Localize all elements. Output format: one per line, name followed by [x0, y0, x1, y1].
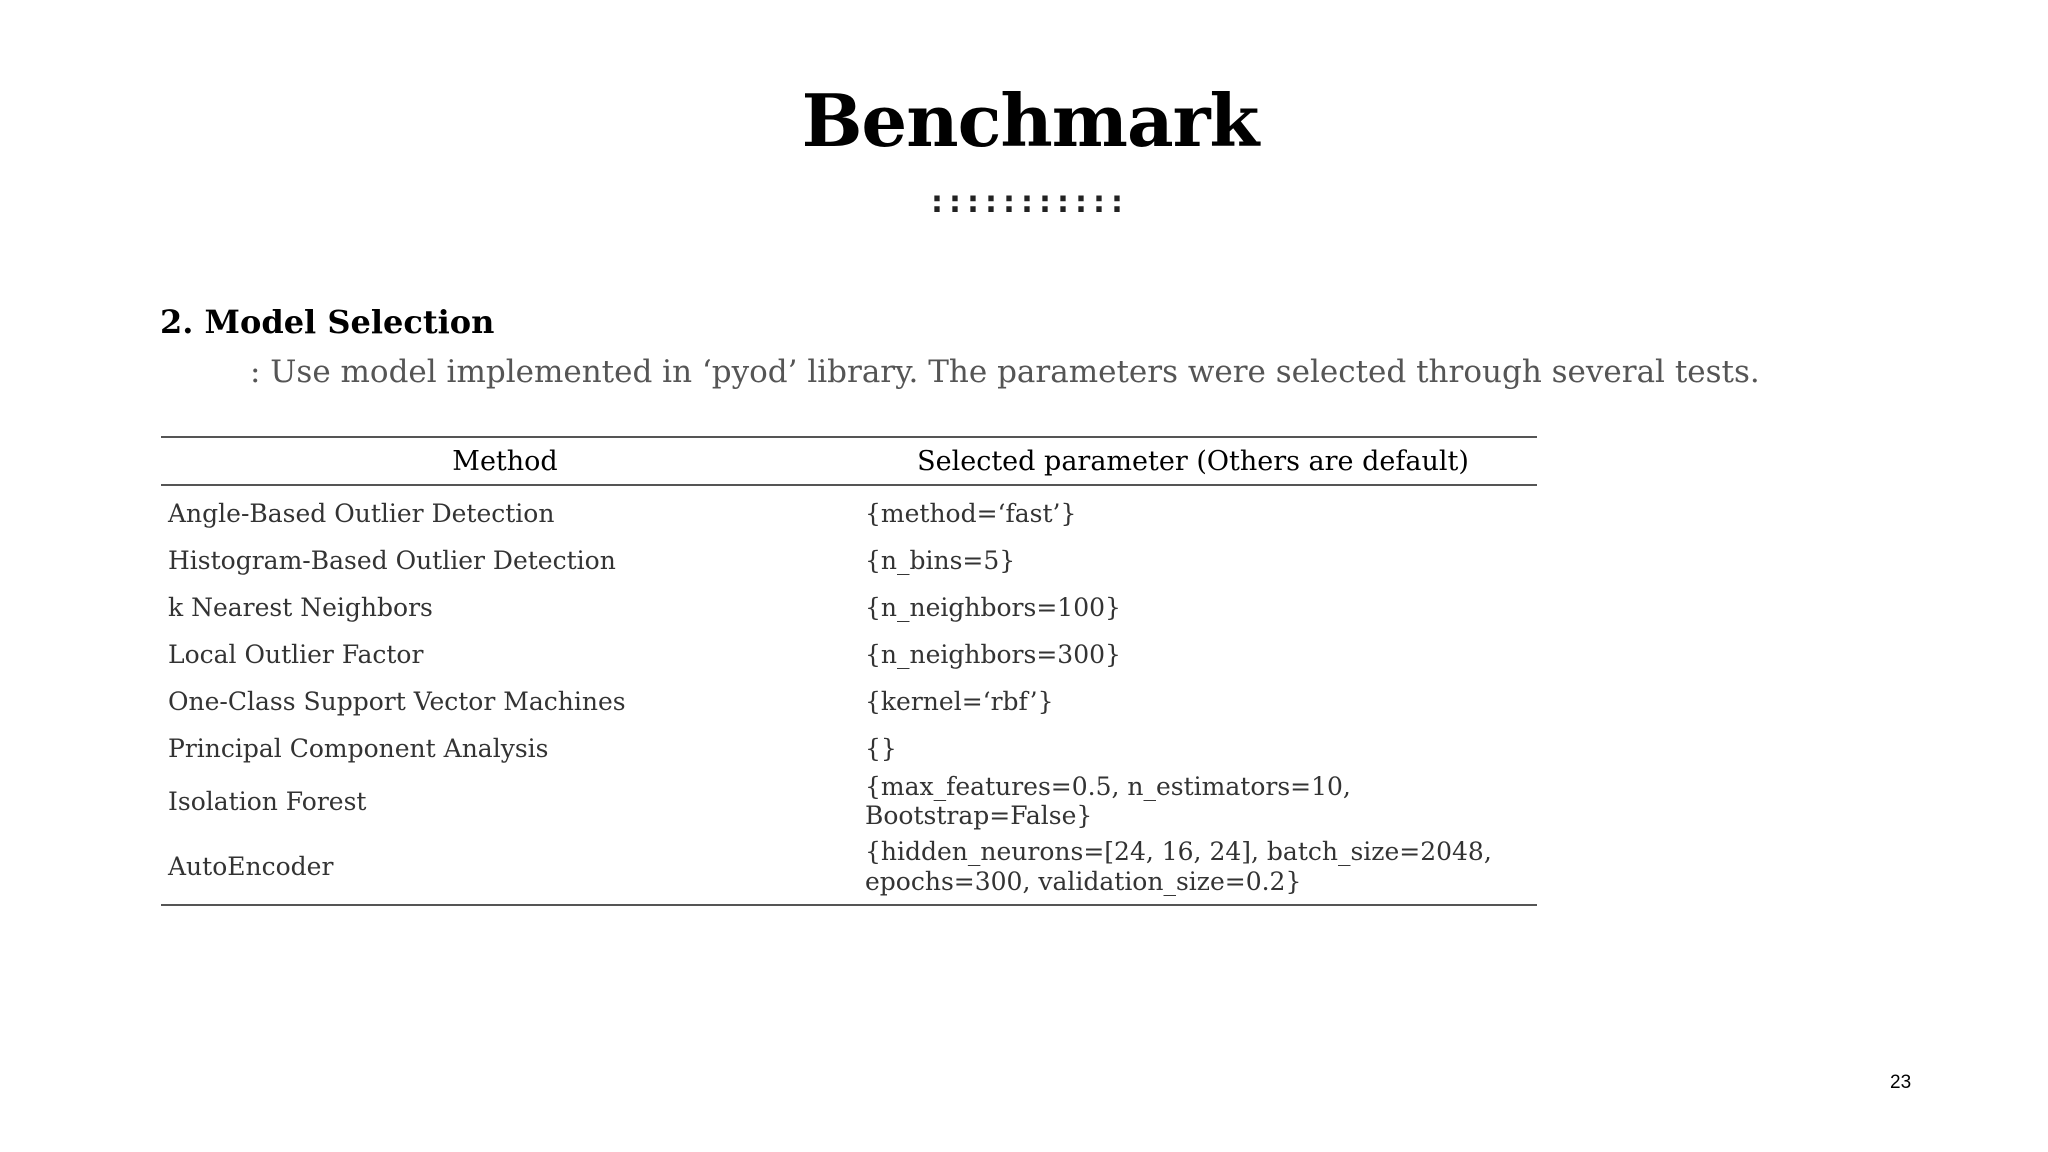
title-ornament: :::::::::::: [931, 185, 1129, 220]
method-cell: Isolation Forest: [168, 786, 367, 816]
model-parameter-table: [161, 436, 1537, 906]
parameter-cell: {method=‘fast’}: [865, 499, 1077, 528]
table-row: [161, 485, 1537, 537]
parameter-cell: {n_bins=5}: [865, 546, 1016, 575]
parameter-cell: {n_neighbors=300}: [865, 640, 1121, 669]
table-row: [161, 772, 1537, 830]
parameter-cell: {max_features=0.5, n_estimators=10, Bootstrap=False}: [865, 772, 1351, 830]
parameter-cell: {}: [865, 734, 897, 763]
table-row: [161, 725, 1537, 772]
table-row: [161, 678, 1537, 725]
parameter-cell: {kernel=‘rbf’}: [865, 687, 1054, 716]
parameter-cell: {n_neighbors=100}: [865, 593, 1121, 622]
method-cell: k Nearest Neighbors: [168, 593, 433, 622]
header-method: Method: [161, 437, 849, 485]
table-header-row: [161, 437, 1537, 485]
parameter-cell: {hidden_neurons=[24, 16, 24], batch_size=2048, epochs=300, validation_size=0.2}: [849, 830, 1537, 905]
method-cell: Principal Component Analysis: [168, 734, 549, 763]
section-description: : Use model implemented in ‘pyod’ library. The parameters were selected through several tests.: [250, 354, 1760, 390]
method-cell: AutoEncoder: [161, 830, 849, 905]
header-parameter: Selected parameter (Others are default): [849, 437, 1537, 485]
table-row: [161, 584, 1537, 631]
table-row: [161, 631, 1537, 678]
method-cell: Local Outlier Factor: [168, 640, 424, 669]
table-body: [161, 485, 1537, 905]
method-cell: Angle-Based Outlier Detection: [168, 499, 555, 528]
table-row: [161, 537, 1537, 584]
method-cell: Histogram-Based Outlier Detection: [168, 546, 616, 575]
table-row: [161, 830, 1537, 905]
slide-title: Benchmark: [801, 78, 1259, 163]
section-heading: 2. Model Selection: [160, 303, 495, 341]
page-number: 23: [1890, 1072, 1912, 1093]
table-header: [161, 437, 1537, 485]
method-cell: One-Class Support Vector Machines: [168, 687, 626, 716]
